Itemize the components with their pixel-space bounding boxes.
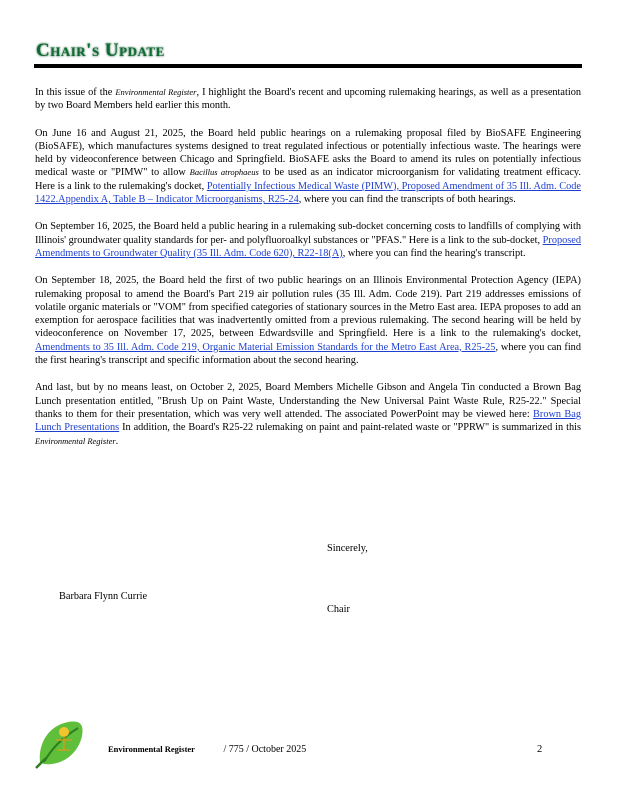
text: On September 18, 2025, the Board held the first of two public hearings on an Illinois Environmental Protection Agency (IEPA) rulemaking proposal to amend the Board's Part 219 air pollution rules (35 Ill. Adm. Code 219). Part 219 addresses emissions of volatile organic materials or "VOM" from specified categories of stationary sources in the Metro East area. IEPA proposes to add an exemption for aerospace facilities that was inadvertently omitted from a previous rulemaking. The second hearing will be held by videoconference on November 17, 2025, between Edwardsville and Springfield. Here is a link to the rulemaking's docket,	[35, 275, 581, 340]
publication-name: Environmental Register	[35, 435, 116, 446]
paragraph-pfas	[35, 220, 581, 260]
paragraph-vom	[35, 274, 581, 367]
text: , I highlight the Board's recent and upcoming rulemaking hearings, as well as a presentation by two Board Members held earlier this month.	[35, 87, 581, 112]
signer-name: Barbara Flynn Currie	[59, 591, 148, 602]
signer-role: Chair	[327, 604, 350, 615]
text: And last, but by no means least, on October 2, 2025, Board Members Michelle Gibson and Angela Tin conducted a Brown Bag Lunch presentation entitled, "Brush Up on Paint Waste, Understanding the New Universal Paint Waste Rule, R25-22." Special thanks to them for their presentation, which was very well attended. The associated PowerPoint may be viewed here:	[35, 382, 581, 420]
closing: Sincerely,	[327, 543, 368, 554]
text: , where you can find the hearing's transcript.	[342, 247, 526, 259]
article-body	[35, 86, 581, 462]
species-name: Bacillus atrophaeus	[189, 167, 259, 178]
header-rule	[34, 64, 582, 68]
text: .	[115, 435, 119, 447]
text: On June 16 and August 21, 2025, the Board held public hearings on a rulemaking proposal filed by BioSAFE Engineering (BioSAFE), which manufactures systems designed to treat regulated infectious or potentially infectious waste. The hearings were held by videoconference between Chicago and Springfield. BioSAFE asks the Board to amend its rules on potentially infectious medical waste or "PIMW" to allow	[35, 127, 581, 179]
footer	[108, 744, 306, 755]
page-title: Chair's Update	[36, 40, 165, 61]
text: to be used as an indicator microorganism for validating treatment efficacy. Here is a link to the rulemaking's docket,	[35, 167, 581, 192]
text: On September 16, 2025, the Board held a public hearing in a rulemaking sub-docket concerning costs to landfills of complying with Illinois' groundwater quality standards for per- and polyfluoroalkyl substances or "PFAS." Here is a link to the sub-docket,	[35, 221, 581, 246]
paragraph-brown-bag	[35, 381, 581, 447]
page-number: 2	[537, 744, 543, 755]
docket-link-r25-25[interactable]: Amendments to 35 Ill. Adm. Code 219, Organic Material Emission Standards for the Metro East Area, R25-25	[35, 341, 496, 353]
paragraph-pimw	[35, 127, 581, 207]
publication-name: Environmental Register	[115, 87, 197, 97]
text: In this issue of the	[35, 87, 116, 98]
docket-link-r25-24[interactable]: Potentially Infectious Medical Waste (PIMW), Proposed Amendment of 35 Ill. Adm. Code 1422.Appendix A, Table B – Indicator Microorganisms, R25-24	[35, 180, 581, 206]
text: In addition, the Board's R25-22 rulemaking on paint and paint-related waste or "PPRW" is summarized in this	[119, 422, 581, 434]
footer-publication: Environmental Register	[108, 744, 195, 754]
docket-link-r22-18a[interactable]: Proposed Amendments to Groundwater Quality (35 Ill. Adm. Code 620), R22-18(A)	[35, 234, 581, 259]
text: , where you can find the transcripts of both hearings.	[298, 194, 516, 206]
footer-issue: / 775 / October 2025	[223, 744, 307, 755]
paragraph-intro	[35, 86, 581, 113]
text: , where you can find the first hearing's transcript and specific information about the second hearing.	[35, 341, 581, 367]
leaf-logo-icon	[34, 718, 86, 770]
brown-bag-link[interactable]: Brown Bag Lunch Presentations	[35, 408, 581, 434]
